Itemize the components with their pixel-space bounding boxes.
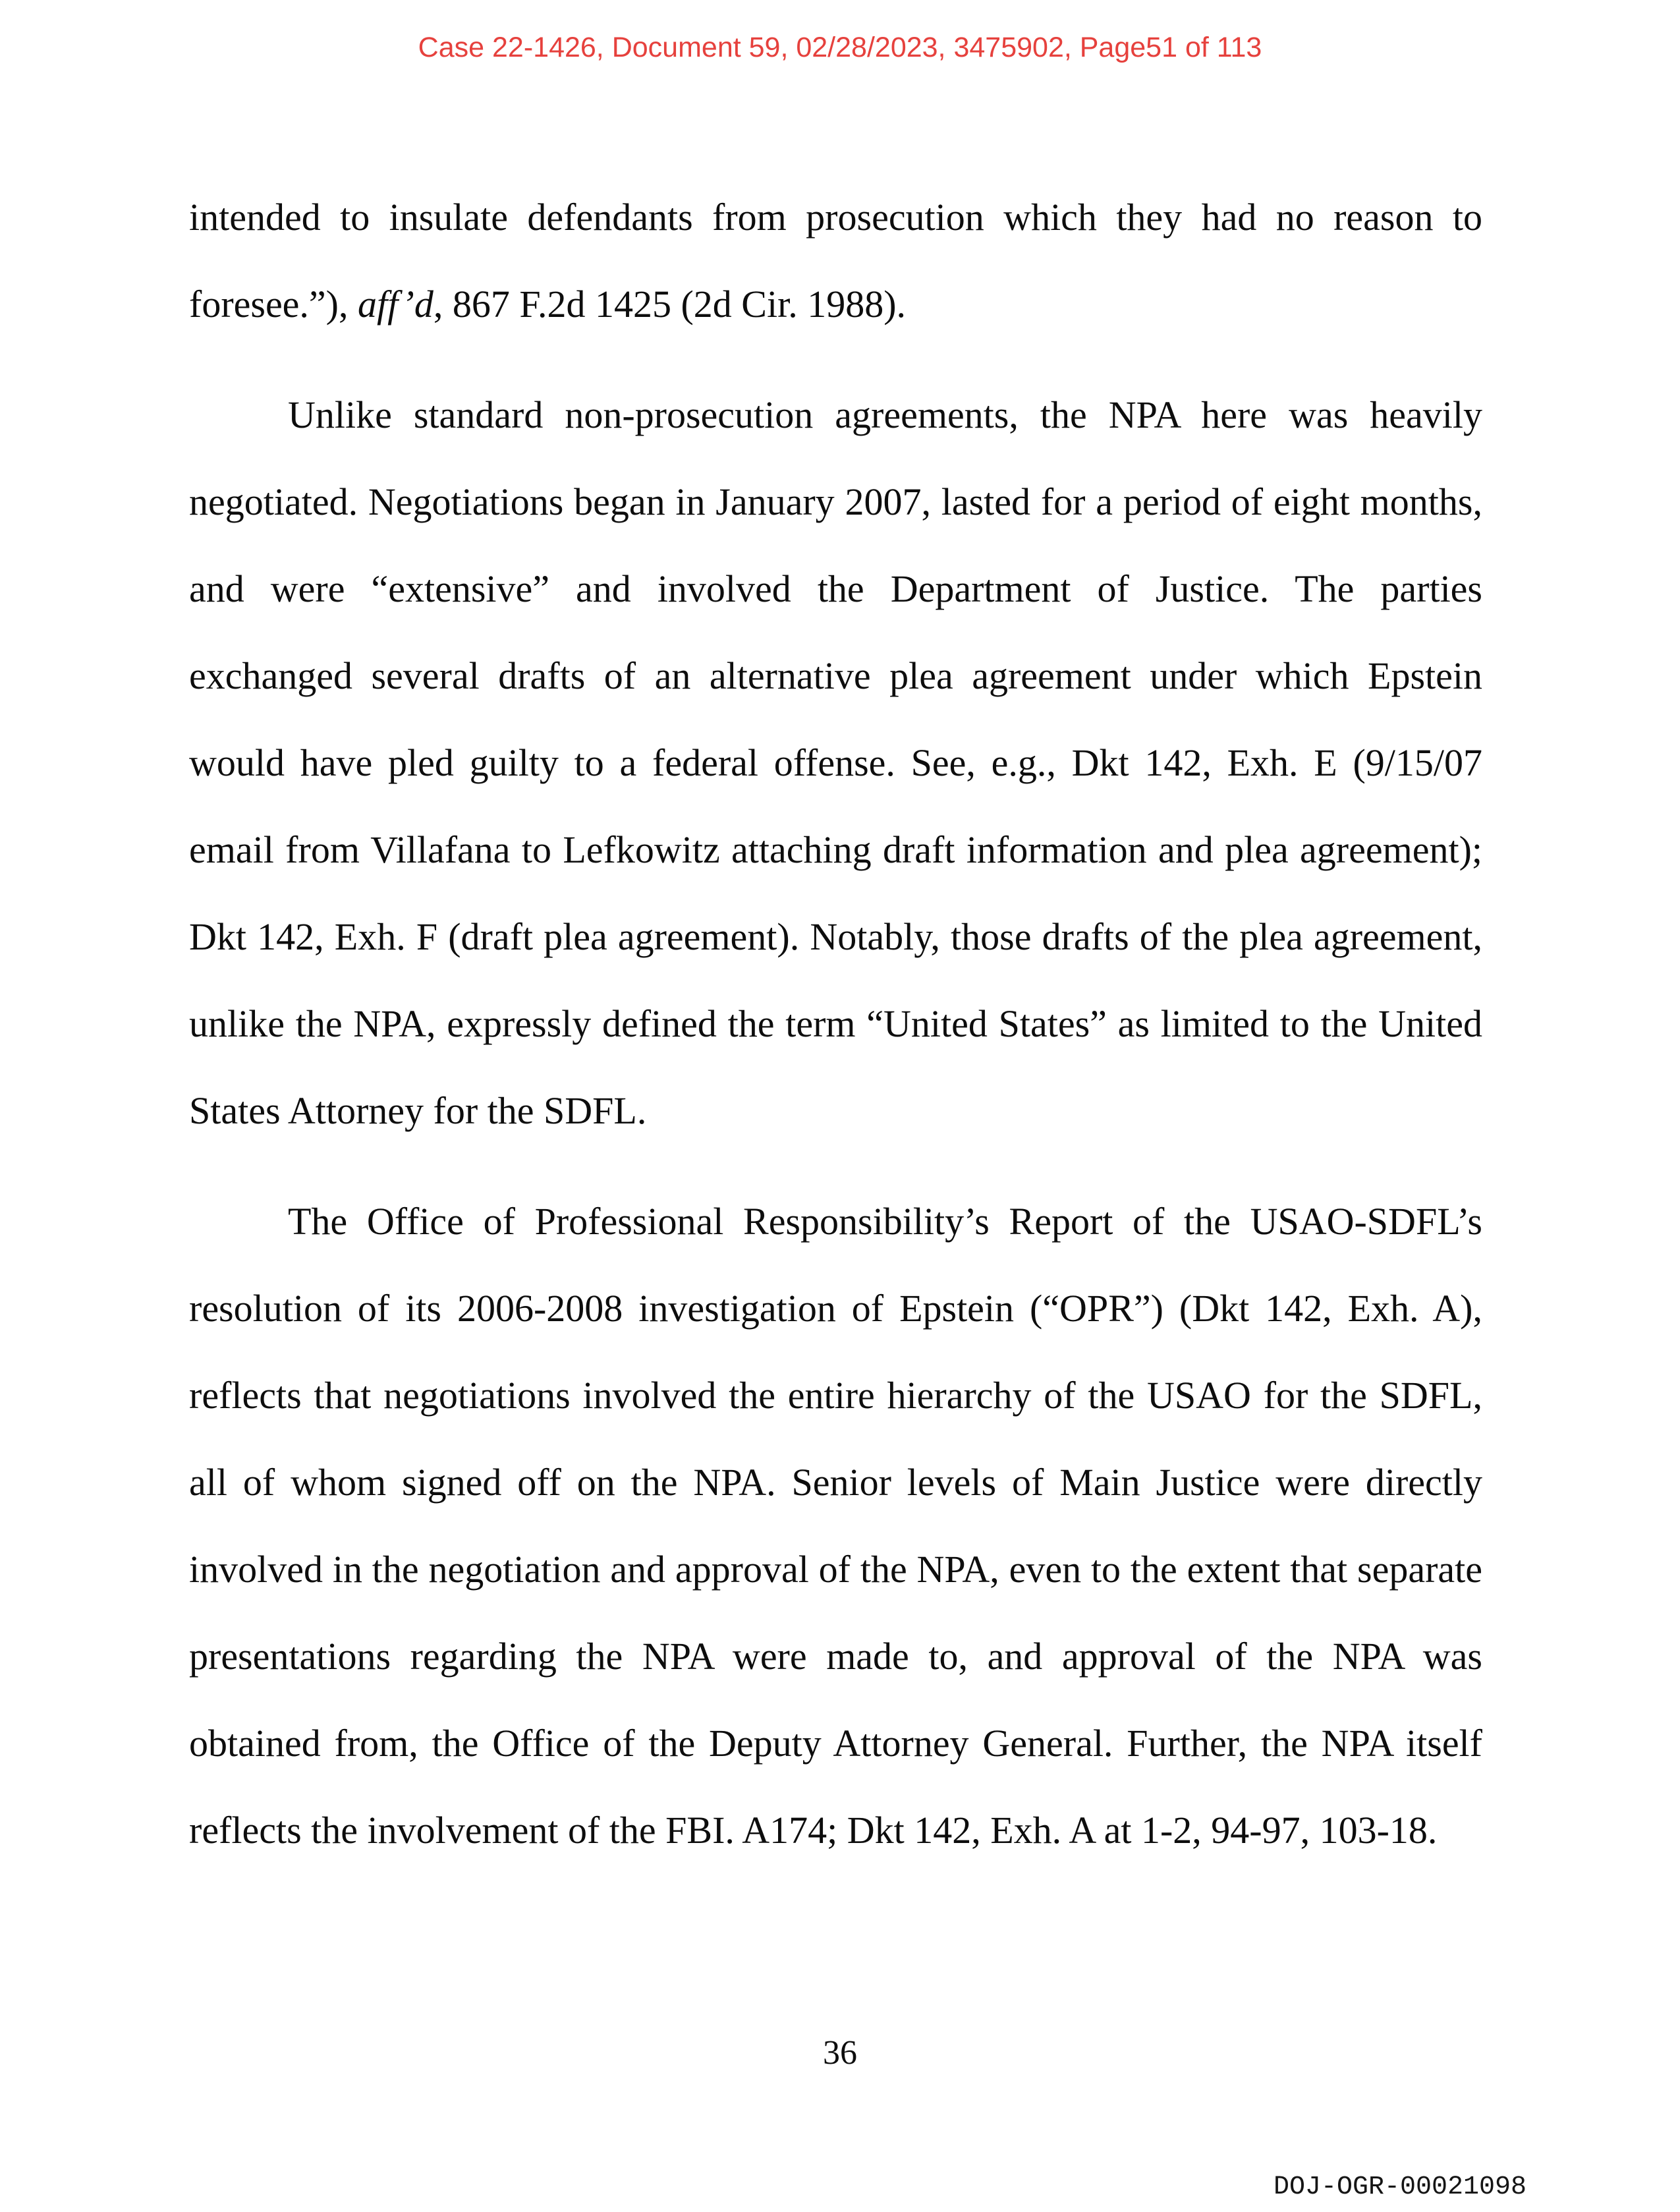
bates-stamp: DOJ-OGR-00021098 [1273,2172,1526,2202]
paragraph: The Office of Professional Responsibility’s Report of the USAO-SDFL’s resolution of its 2006-2008 investigation of Epstein (“OPR”) (Dkt 142, Exh. A), reflects that negotiations involved the entire hierarchy of the USAO for the SDFL, all of whom signed off on the NPA. Senior levels of Main Justice were directly involved in the negotiation and approval of the NPA, even to the extent that separate presentations regarding the NPA were made to, and approval of the NPA was obtained from, the Office of the Deputy Attorney General. Further, the NPA itself reflects the involvement of the FBI. A174; Dkt 142, Exh. A at 1-2, 94-97, 103-18. [189,1200,1482,1852]
citation-italic: aff’d [358,283,434,326]
case-stamp: Case 22-1426, Document 59, 02/28/2023, 3475902, Page51 of 113 [418,32,1262,63]
document-body [189,174,1482,1874]
paragraph [189,174,1482,348]
paragraph-text: intended to insulate defendants from prosecution which they had no reason to foresee.”), [189,196,1482,326]
paragraph-text: , 867 F.2d 1425 (2d Cir. 1988). [433,283,907,326]
page-number: 36 [823,2034,857,2072]
paragraph: Unlike standard non-prosecution agreements, the NPA here was heavily negotiated. Negotiations began in January 2007, lasted for a period of eight months, and were “extensive” and involved the Department of Justice. The parties exchanged several drafts of an alternative plea agreement under which Epstein would have pled guilty to a federal offense. See, e.g., Dkt 142, Exh. E (9/15/07 email from Villafana to Lefkowitz attaching draft information and plea agreement); Dkt 142, Exh. F (draft plea agreement). Notably, those drafts of the plea agreement, unlike the NPA, expressly defined the term “United States” as limited to the United States Attorney for the SDFL. [189,393,1482,1132]
